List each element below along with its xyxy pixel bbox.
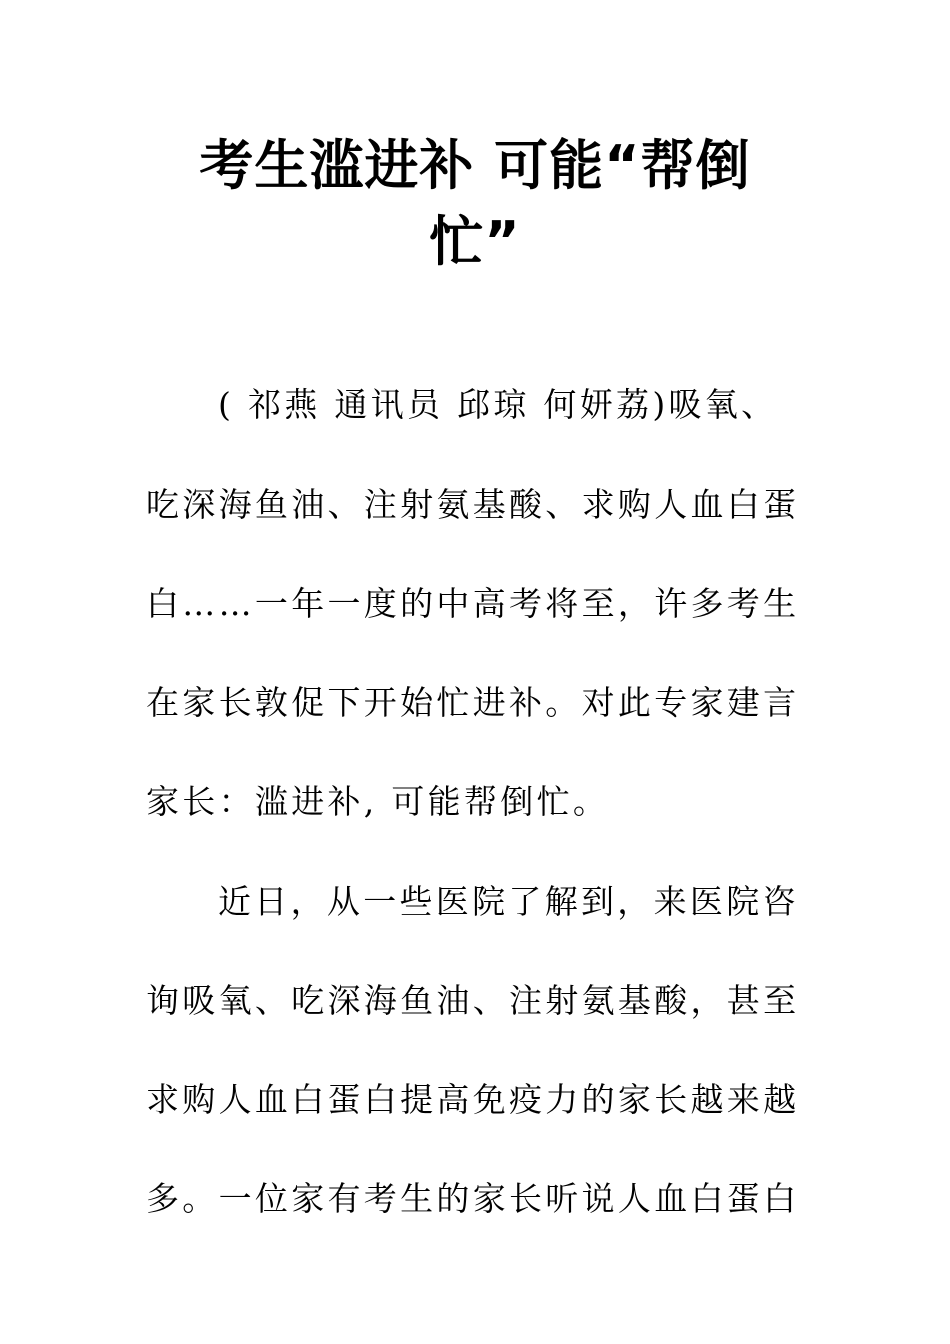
paragraph-2-line-3: 求购人血白蛋白提高免疫力的家长越来越 (146, 1080, 800, 1119)
paragraph-1-line-5: 家长：滥进补, 可能帮倒忙。 (146, 782, 610, 821)
paragraph-2-line-4: 多。一位家有考生的家长听说人血白蛋白 (146, 1179, 800, 1218)
paragraph-1-line-2: 吃深海鱼油、注射氨基酸、求购人血白蛋 (146, 485, 800, 524)
paragraph-1-line-4: 在家长敦促下开始忙进补。对此专家建言 (146, 683, 800, 722)
paragraph-1-line-1: ( 祁燕 通讯员 邱琼 何妍荔)吸氧、 (218, 385, 778, 424)
paragraph-1-line-3: 白……一年一度的中高考将至，许多考生 (146, 584, 800, 623)
article-title (150, 128, 800, 280)
paragraph-2-line-2: 询吸氧、吃深海鱼油、注射氨基酸，甚至 (146, 981, 800, 1020)
article-title-line-1: 考生滥进补 可能“帮倒 (199, 134, 751, 197)
article-title-line-2: 忙” (429, 210, 521, 273)
paragraph-2-line-1: 近日，从一些医院了解到，来医院咨 (218, 882, 799, 921)
